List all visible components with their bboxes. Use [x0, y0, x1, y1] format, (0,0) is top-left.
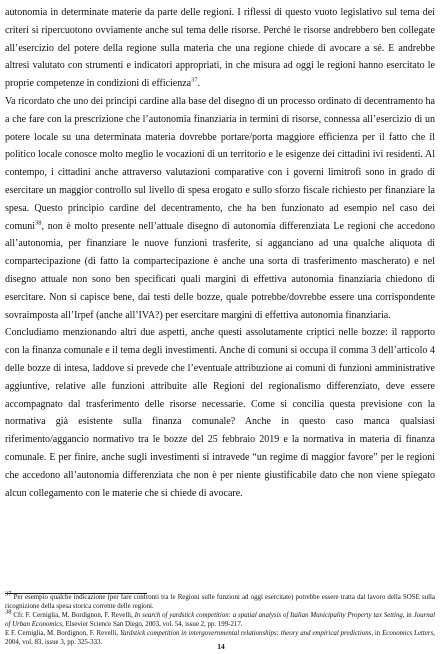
document-page	[5, 4, 435, 502]
paragraph-2-text-b: , non è molto presente nell’attuale disegno di autonomia differenziata Le regioni che accedono all’autonomia, per finanziare le nuove funzioni trasferite, si agganciano ad una qualche aliquota di compartecipazione (di fatto la compartecipazione è anche una sorta di trasferimento mascherato) e nel disegno attuale non sono ben specificati quali margini di effettiva autonomia finanziaria chiedono di esercitare. Non si capisce bene, dai testi delle bozze, quale potrebbe/dovrebbe essere una corrispondente sovraimposta all’Irpef (anche all’IVA?) per esercitare margini di effettiva autonomia finanziaria.	[5, 220, 435, 321]
citation-1-title: In search of yardstick competition: a spatial analysis of Italian Municipality Property tax Setting,	[134, 611, 405, 619]
footnote-37-text: Per esempio qualche indicazione (per fare confronti tra le Regioni sulle funzioni ad oggi esercitate) potrebbe essere tratta dal lavoro della SOSE sulla ricognizione della spesa storica corrente delle regioni.	[5, 594, 435, 610]
footnotes	[5, 590, 435, 647]
citation-2-journal: Economics Letters	[382, 629, 434, 637]
paragraph-2-text-a: Va ricordato che uno dei principi cardine alla base del disegno di un processo ordinato di decentramento ha a che fare con la prescrizione che l’autonomia finanziaria in termini di risorse, connessa all’esercizio di un potere locale su una determinata materia dovrebbe portare/porta maggiore efficienza per il fatto che il politico locale conosce molto meglio le vocazioni di un territorio e le esigenze dei cittadini ivi residenti. Al contempo, i cittadini anche attraverso valutazioni comparative con i governi limitrofi sono in grado di esercitare un maggior controllo sul livello di spesa erogato e sullo sforzo fiscale richiesto per finanziare la spesa. Questo principio cardine del decentramento, che ha ben funzionato ad esempio nel caso dei comuni	[5, 95, 435, 232]
citation-1-details: , Elsevier Science San Diego, 2003, vol. 54, issue 2, pp. 199-217.	[62, 620, 243, 628]
footnote-38	[5, 608, 435, 630]
citation-2-in: , in	[371, 629, 383, 637]
citation-1-authors: Cfr. F. Cerniglia, M. Bordignon, F. Revelli,	[11, 611, 135, 619]
paragraph-2	[5, 93, 435, 324]
citation-2-details: , 2004, vol. 83, issue 3, pp. 325-333.	[5, 629, 435, 646]
paragraph-1	[5, 4, 435, 93]
footnote-number-38: 38	[5, 608, 12, 616]
citation-2-authors: E F. Cerniglia, M. Bordignon, F. Revelli,	[5, 629, 120, 637]
footnote-ref-37[interactable]: 37	[191, 76, 198, 84]
footnote-37	[5, 590, 435, 612]
citation-1-journal: Journal of Urban Economics	[5, 611, 435, 628]
page-number: 14	[217, 642, 225, 651]
paragraph-1-end: .	[197, 78, 201, 90]
footnote-number-37: 37	[5, 590, 12, 598]
citation-2-title: Yardstick competition in intergovernmental relationships: theory and empirical predictions	[119, 629, 372, 637]
footnote-ref-38[interactable]: 38	[35, 219, 42, 227]
paragraph-1-text: autonomia in determinate materie da parte delle regioni. I riflessi di questo vuoto legislativo sul tema dei criteri si ripercuotono ovviamente anche sul tema delle risorse. Perché le risorse andrebbero ben collegate all’esercizio del potere della regione sulla materia che una regione chiede di avocare a sé. E andrebbe altresì valutato con strumenti e indicatori appropriati, in che misura ad oggi le regioni hanno esercitato le proprie competenze in condizioni di efficienza	[5, 7, 435, 90]
citation-1-in: in	[404, 611, 414, 619]
paragraph-3: Concludiamo menzionando altri due aspetti, anche questi assolutamente criptici nelle bozze: il rapporto con la finanza comunale e il tema degli investimenti. Anche di comuni si occupa il comma 3 dell’articolo 4 delle bozze di intesa, laddove si prevede che l’eventuale attribuzione ai comuni di funzioni amministrative aggiuntive, relative alle funzioni attribuite alle Regioni del regionalismo differenziato, deve essere accompagnato dal trasferimento delle risorse necessarie. Come si concilia questa previsione con la normativa già esistente sulla finanza comunale? Anche in questo caso manca qualsiasi riferimento/aggancio normativo tra le bozze del 25 febbraio 2019 e la normativa in materia di finanza comunale. E per finire, anche sugli investimenti si intravede “un regime di maggior favore” per le regioni che accedono all’autonomia differenziata che non è per niente giustificabile dato che non viene spiegato alcun collegamento con le materie che si chiede di avocare.	[5, 327, 435, 499]
